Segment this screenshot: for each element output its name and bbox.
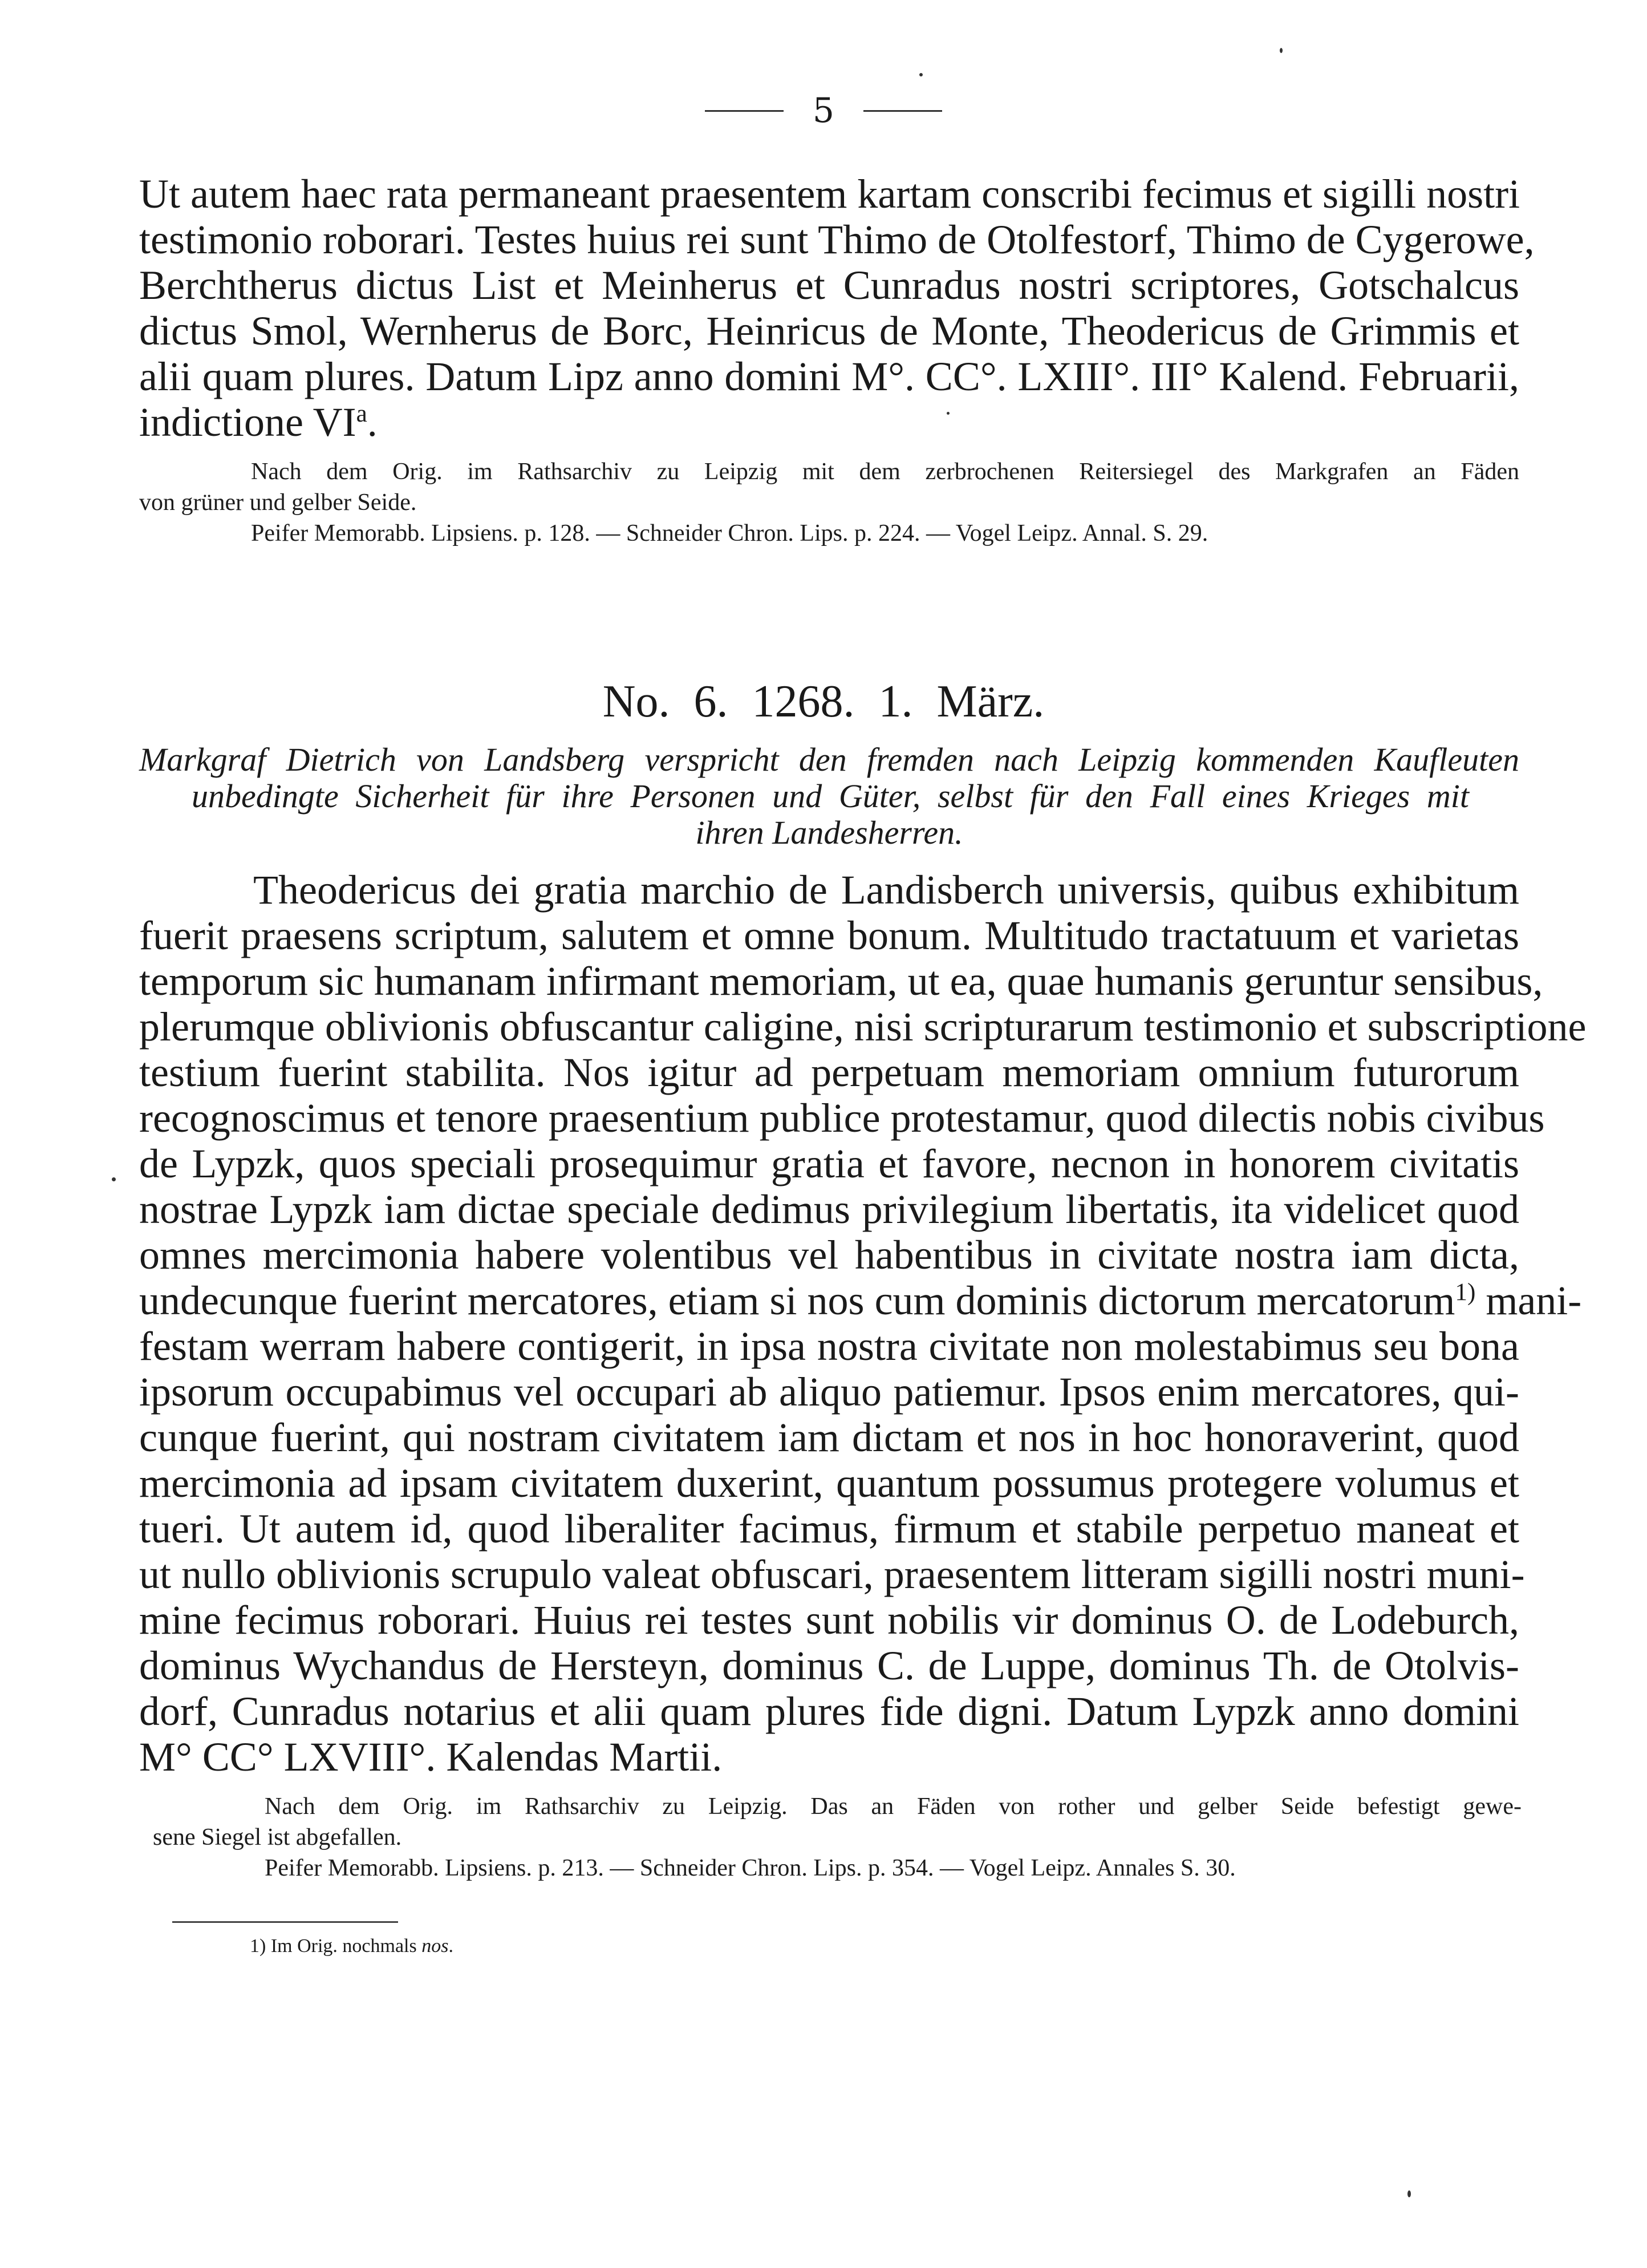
document-summary	[139, 742, 1519, 851]
note-line: sene Siegel ist abgefallen.	[153, 1824, 402, 1850]
summary-line: Markgraf Dietrich von Landsberg verspricht den fremden nach Leipzig kommenden Kaufleuten	[139, 741, 1519, 778]
note-line: Peifer Memorabb. Lipsiens. p. 128. — Schneider Chron. Lips. p. 224. — Vogel Leipz. Annal. S. 29.	[251, 520, 1208, 546]
footnote	[250, 1934, 453, 1959]
superscript: a	[356, 400, 367, 427]
charter-text	[139, 867, 1587, 1780]
text-fragment: indictione VI	[139, 399, 356, 445]
text-line: alii quam plures. Datum Lipz anno domini M°. CC°. LXIII°. III° Kalend. Februarii,	[139, 354, 1519, 399]
text-line: dictus Smol, Wernherus de Borc, Heinricus de Monte, Theodericus de Grimmis et	[139, 308, 1519, 354]
note-line: von grüner und gelber Seide.	[139, 489, 417, 516]
text-line: cunque fuerint, qui nostram civitatem iam dictam et nos in hoc honoraverint, quod	[139, 1415, 1519, 1460]
document-heading: No. 6. 1268. 1. März.	[602, 677, 1045, 727]
text-line: testimonio roborari. Testes huius rei sunt Thimo de Otolfestorf, Thimo de Cygerowe,	[139, 217, 1535, 262]
page-number: 5	[812, 91, 835, 131]
text-line: ut nullo oblivionis scrupulo valeat obfuscari, praesentem litteram sigilli nostri muni-	[139, 1552, 1525, 1597]
text-line: Theodericus dei gratia marchio de Landisberch universis, quibus exhibitum	[253, 867, 1519, 913]
footnote-end: .	[448, 1935, 453, 1957]
scan-speck	[919, 73, 923, 76]
text-line: fuerit praesens scriptum, salutem et omne bonum. Multitudo tractatuum et varietas	[139, 913, 1519, 958]
summary-line: ihren Landesherren.	[695, 814, 963, 851]
text-line: omnes mercimonia habere volentibus vel habentibus in civitate nostra iam dicta,	[139, 1232, 1519, 1278]
text-line: temporum sic humanam infirmant memoriam, ut ea, quae humanis geruntur sensibus,	[139, 958, 1543, 1004]
text-line: dorf, Cunradus notarius et alii quam plures fide digni. Datum Lypzk anno domini	[139, 1688, 1519, 1734]
text-line: de Lypzk, quos speciali prosequimur gratia et favore, necnon in honorem civitatis	[139, 1141, 1519, 1186]
page-number-header	[0, 86, 1647, 133]
scan-speck	[1280, 48, 1283, 53]
text-line: M° CC° LXVIII°. Kalendas Martii.	[139, 1734, 723, 1780]
text-line: plerumque oblivionis obfuscantur caligine, nisi scripturarum testimonio et subscriptione	[139, 1004, 1587, 1050]
header-rule-right	[863, 110, 942, 112]
text-line: Ut autem haec rata permaneant praesentem kartam conscribi fecimus et sigilli nostri	[139, 171, 1520, 217]
footnote-text: Im Orig. nochmals	[270, 1935, 417, 1957]
text-line	[139, 399, 1519, 445]
note-line: Nach dem Orig. im Rathsarchiv zu Leipzig. Das an Fäden von rother und gelber Seide befestigt gewe-	[265, 1793, 1522, 1820]
text-line: testium fuerint stabilita. Nos igitur ad perpetuam memoriam omnium futurorum	[139, 1050, 1519, 1095]
scan-speck	[112, 1177, 116, 1181]
scan-speck	[947, 412, 950, 415]
scan-speck	[1407, 2190, 1411, 2197]
text-fragment: undecunque fuerint mercatores, etiam si nos cum dominis dictorum mercatorum	[139, 1278, 1455, 1323]
summary-line: unbedingte Sicherheit für ihre Personen und Güter, selbst für den Fall eines Krieges mit	[192, 777, 1469, 815]
text-line: dominus Wychandus de Hersteyn, dominus C. de Luppe, dominus Th. de Otolvis-	[139, 1643, 1519, 1688]
footnote-separator	[172, 1921, 398, 1923]
source-note	[153, 1791, 1522, 1884]
text-line: recognoscimus et tenore praesentium publice protestamur, quod dilectis nobis civibus	[139, 1095, 1545, 1141]
source-note	[139, 456, 1519, 549]
text-line: ipsorum occupabimus vel occupari ab aliquo patiemur. Ipsos enim mercatores, qui-	[139, 1369, 1519, 1415]
text-fragment: .	[367, 399, 378, 445]
footnote-emphasis: nos	[421, 1935, 449, 1957]
text-line	[139, 1278, 1582, 1323]
text-line: mercimonia ad ipsam civitatem duxerint, quantum possumus protegere volumus et	[139, 1460, 1519, 1506]
note-line: Nach dem Orig. im Rathsarchiv zu Leipzig mit dem zerbrochenen Reitersiegel des Markgrafen an Fäden	[251, 459, 1519, 485]
text-fragment: mani-	[1475, 1278, 1582, 1323]
footnote-marker: 1)	[250, 1935, 266, 1957]
previous-document-ending	[139, 171, 1535, 445]
note-line: Peifer Memorabb. Lipsiens. p. 213. — Schneider Chron. Lips. p. 354. — Vogel Leipz. Annales S. 30.	[265, 1855, 1236, 1881]
text-line: nostrae Lypzk iam dictae speciale dedimus privilegium libertatis, ita videlicet quod	[139, 1186, 1519, 1232]
text-line: Berchtherus dictus List et Meinherus et Cunradus nostri scriptores, Gotschalcus	[139, 262, 1519, 308]
header-rule-left	[705, 110, 784, 112]
footnote-reference: 1)	[1455, 1279, 1476, 1306]
text-line: festam werram habere contigerit, in ipsa nostra civitate non molestabimus seu bona	[139, 1323, 1519, 1369]
text-line: tueri. Ut autem id, quod liberaliter facimus, firmum et stabile perpetuo maneat et	[139, 1506, 1519, 1552]
text-line: mine fecimus roborari. Huius rei testes sunt nobilis vir dominus O. de Lodeburch,	[139, 1597, 1519, 1643]
